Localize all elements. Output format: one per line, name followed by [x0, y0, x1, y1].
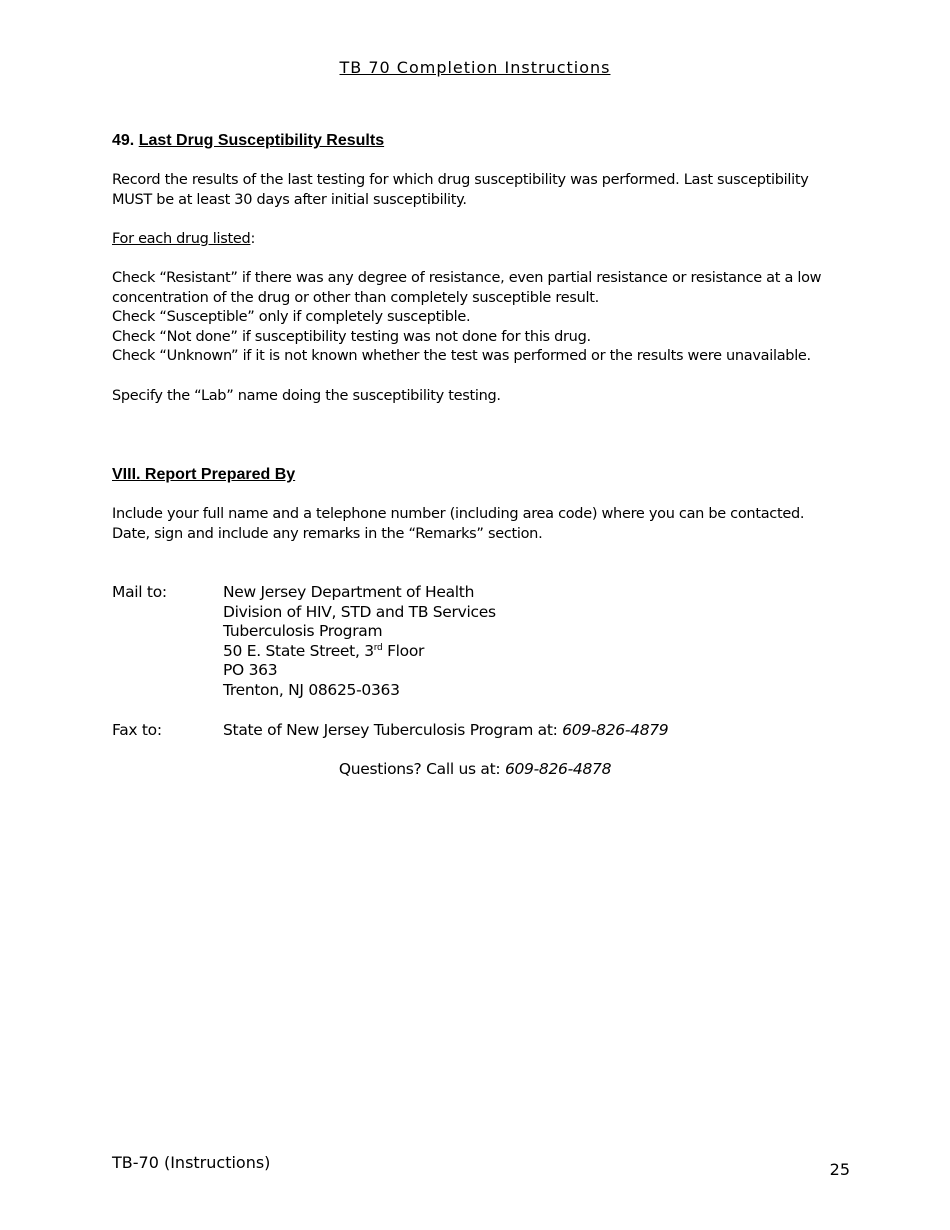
section-8-text: Include your full name and a telephone number (including area code) where you can be contacted. Date, sign and include any remarks in the “Remarks” section.	[112, 506, 805, 542]
check-line: concentration of the drug or other than completely susceptible result.	[112, 289, 599, 306]
check-line: Check “Susceptible” only if completely susceptible.	[112, 309, 471, 326]
fax-number: 609-826-4879	[562, 721, 669, 739]
mailing-address: New Jersey Department of Health Division of HIV, STD and TB Services Tuberculosis Program 50 E. State Street, 3rd Floor PO 363 Trenton, NJ 08625-0363	[223, 583, 496, 699]
for-each-drug-label: For each drug listed:	[112, 231, 256, 247]
questions-line: Questions? Call us at: 609-826-4878	[338, 760, 612, 778]
questions-phone-number: 609-826-4878	[504, 760, 612, 778]
footer-form-name: TB-70 (Instructions)	[112, 1153, 271, 1172]
check-line: Check “Resistant” if there was any degree of resistance, even partial resistance or resistance at a low	[112, 270, 822, 286]
mail-to-label: Mail to:	[112, 583, 167, 601]
check-line: Check “Unknown” if it is not known whether the test was performed or the results were unavailable.	[112, 348, 811, 365]
fax-to-label: Fax to:	[112, 721, 162, 739]
check-line: Check “Not done” if susceptibility testing was not done for this drug.	[112, 328, 591, 345]
page-number: 25	[829, 1160, 850, 1179]
section-49-heading: 49. Last Drug Susceptibility Results	[112, 132, 385, 149]
fax-line: State of New Jersey Tuberculosis Program at: 609-826-4879	[223, 721, 669, 739]
check-instructions	[112, 269, 821, 367]
section-49-intro: Record the results of the last testing for which drug susceptibility was performed. Last susceptibility MUST be at least 30 days after initial susceptibility.	[112, 172, 809, 208]
section-8-heading: VIII. Report Prepared By	[112, 466, 296, 483]
lab-instruction: Specify the “Lab” name doing the susceptibility testing.	[112, 388, 501, 404]
page-title: TB 70 Completion Instructions	[339, 58, 611, 77]
